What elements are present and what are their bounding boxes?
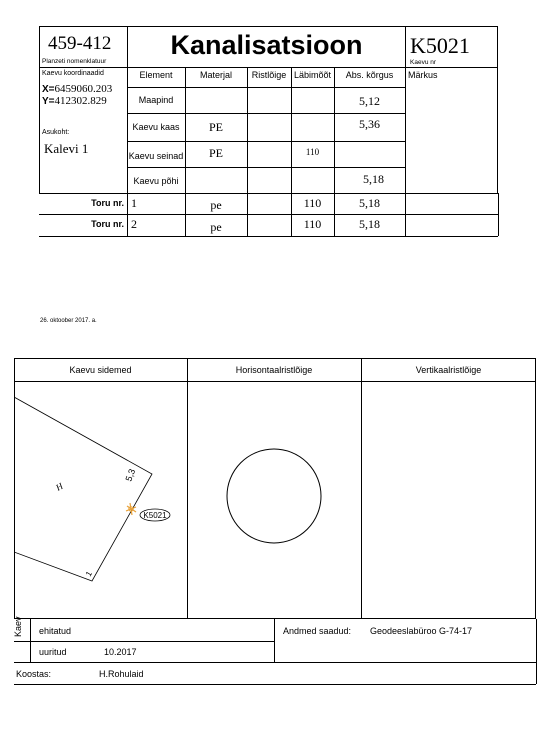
building-outline	[14, 397, 152, 581]
footer-divider	[536, 619, 537, 684]
pipe-divider	[498, 193, 499, 236]
coords-label: Kaevu koordinaadid	[42, 70, 104, 77]
row-element: Kaevu kaas	[132, 122, 180, 132]
y-value: 412302.829	[54, 95, 107, 107]
col-header-section: Ristlõige	[251, 70, 287, 80]
col-header-element: Element	[139, 70, 173, 80]
table-row	[124, 151, 188, 161]
nomenclature-box	[39, 26, 128, 68]
row-element: Maapind	[138, 95, 174, 105]
well-number-caption: Kaevu nr	[410, 59, 437, 66]
panel-title-connections: Kaevu sidemed	[69, 365, 132, 375]
compiler-label: Koostas:	[16, 669, 52, 679]
x-coordinate	[42, 83, 112, 95]
panel-divider	[361, 358, 362, 619]
well-number: K5021	[410, 33, 470, 58]
row-element: Kaevu põhi	[133, 176, 179, 186]
data-source-value: Geodeeslabüroo G-74-17	[370, 626, 473, 636]
nomenclature-caption: Planzeti nomenklatuur	[42, 58, 107, 65]
surveyed-label: uuritud	[39, 647, 67, 657]
footer-line	[14, 662, 536, 663]
compiler-value: H.Rohulaid	[99, 669, 144, 679]
y-coordinate	[42, 95, 107, 107]
horizontal-section-sketch	[187, 381, 361, 619]
row-elevation: 5,18	[363, 172, 384, 186]
row-material: PE	[208, 120, 223, 134]
built-label: ehitatud	[39, 626, 72, 636]
pipe-number: 1	[131, 196, 137, 210]
panel-title-horizontal: Horisontaalristlõige	[235, 365, 313, 375]
pipe-diameter: 110	[303, 196, 322, 210]
col-header-remarks: Märkus	[408, 70, 438, 80]
pipe-material: pe	[210, 220, 222, 234]
well-section-circle	[227, 449, 321, 543]
footer-line	[14, 684, 536, 685]
location-value: Kalevi 1	[44, 141, 89, 156]
nomenclature-value: 459-412	[48, 33, 112, 54]
pipe-number: 2	[131, 217, 137, 231]
pipe-elevation: 5,18	[359, 196, 380, 210]
table-row	[39, 217, 498, 235]
label-distance: 5,3	[123, 467, 138, 483]
footer-line	[14, 641, 274, 642]
table-divider	[127, 167, 405, 168]
footer-divider	[274, 619, 275, 662]
footer-side-label: Kaev	[13, 616, 23, 637]
header-form	[0, 0, 551, 300]
col-header-material: Materjal	[199, 70, 232, 80]
pipe-label: Toru nr.	[91, 198, 124, 208]
connections-sketch	[14, 381, 187, 619]
table-row	[127, 122, 185, 132]
well-tag-label: K5021	[143, 511, 167, 520]
x-label: X=	[42, 84, 55, 95]
row-diameter: 110	[305, 147, 320, 157]
data-source-label: Andmed saadud:	[283, 626, 352, 636]
well-number-box	[405, 26, 498, 68]
table-row	[127, 176, 185, 186]
row-material: PE	[208, 146, 223, 160]
surveyed-value: 10.2017	[104, 647, 137, 657]
pipe-elevation: 5,18	[359, 217, 380, 231]
location-label: Asukoht:	[42, 129, 70, 136]
coordinates-panel	[39, 67, 128, 194]
pipe-row-divider	[39, 193, 498, 194]
y-label: Y=	[42, 96, 55, 107]
pipe-row-divider	[39, 236, 498, 237]
row-element: Kaevu seinad	[128, 151, 184, 161]
footer-divider	[30, 619, 31, 662]
page-title: Kanalisatsioon	[170, 30, 363, 60]
pipe-row-divider	[39, 214, 498, 215]
pipe-diameter: 110	[303, 217, 322, 231]
table-divider	[127, 87, 405, 88]
col-header-diameter: Läbimõõt	[293, 70, 332, 80]
row-elevation: 5,12	[359, 94, 380, 108]
x-value: 6459060.203	[54, 83, 113, 95]
table-divider	[127, 141, 405, 142]
col-header-elevation: Abs. kõrgus	[345, 70, 394, 80]
label-h: H	[54, 480, 65, 493]
table-row	[39, 196, 498, 214]
pipe-label: Toru nr.	[91, 219, 124, 229]
title-box	[127, 26, 406, 68]
label-1: 1	[83, 569, 94, 578]
date-text: 26. oktoober 2017. a.	[40, 318, 97, 324]
table-row	[127, 95, 185, 105]
table-divider	[127, 113, 405, 114]
panel-title-vertical: Vertikaalristlõige	[415, 365, 482, 375]
pipe-material: pe	[210, 198, 222, 212]
row-elevation: 5,36	[359, 117, 380, 131]
